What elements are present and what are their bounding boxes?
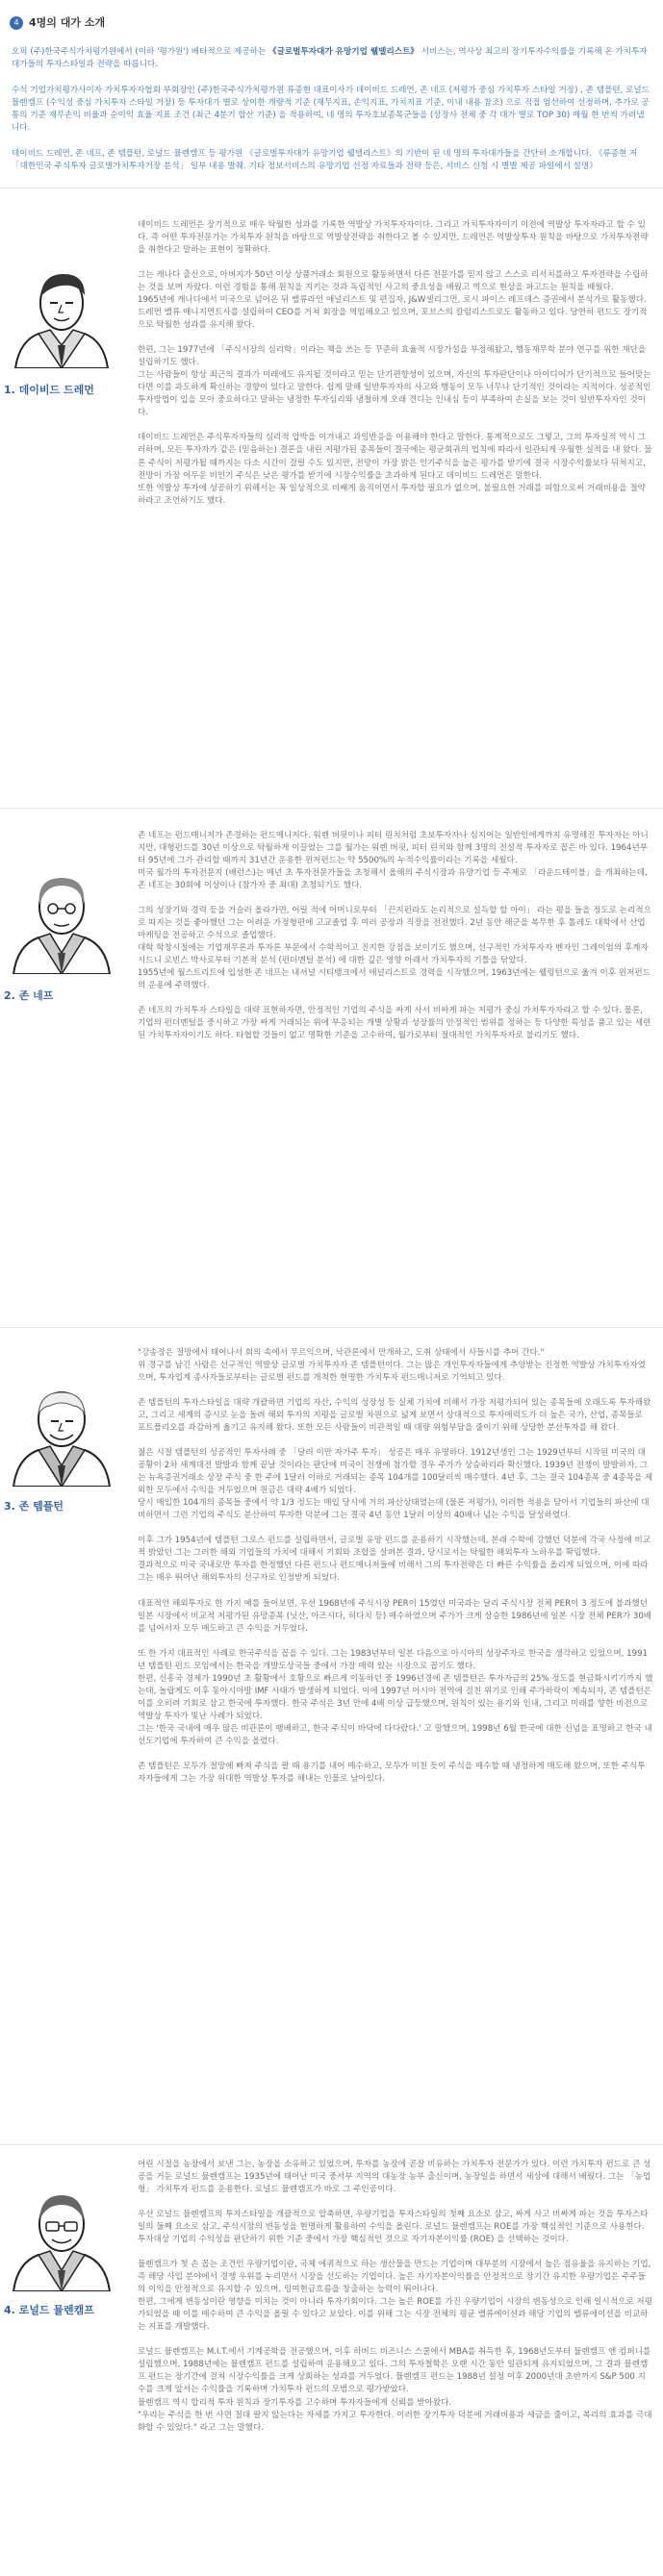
bio-paragraph: 존 템플턴의 투자스타일을 대략 개괄하면 기업의 자산, 수익의 성장성 등 실체 가치에 비해서 가장 저평가되어 있는 종목들에 오래도록 투자해왔고, 그리고 세계의 증시로 눈을 돌려 해외 투자의 지평을 글로벌 차원으로 넓게 보면서 상대적으로 투자매력도가 더 높은 국가, 산업, 종목들로 포트폴리오를 과감하게 옮기고 유지해 왔다. 또한 모든 사람들이 비관적일 때 대량 위험부담을 줄이기 위해 상당한 분산투자를 해 왔다. bbox=[138, 1397, 651, 1433]
portrait-neff-icon bbox=[10, 868, 114, 974]
intro-paragraph-3: 데이비드 드레먼, 존 네프, 존 템플턴, 로널드 뮬렌캠프 등 평가원 《글로벌투자대가 유망기업 웰델리스트》의 기반이 된 네 명의 투자대가들을 간단히 소개합니다. 《류종현 저 「대한민국 주식투자 글로벌가치투자거장 분석」 일부 내용 발췌. 기타 정보서비스의 유망기업 선정 자료들과 전략 등은, 서비스 신청 시 별별 제공 파일에서 설명》 bbox=[12, 149, 638, 172]
intro-paragraph-2: 수석 기업가치평가사이자 가치투자자협회 부회장인 (주)한국주식가치평가원 류종현 대표이사가 데이비드 드레먼, 존 네프 (저평가 중심 가치투자 스타일 거장) , 존 템플턴, 로널드 뮬렌캠프 (수익성 중심 가치투자 스타일 거장) 등 투자대가 별로 상이한 개량적 기준 (재무지표, 손익지표, 가치지표 기준, 이내 내용 참조) 으로 직접 엄선하여 선정하며, 추가로 공통의 기준 재무손익 비율과 순이익 효율 지표 조건 (최근 4분기 합산 기준) 을 적용하여, 네 명의 투자호보종목군들을 (상장사 전체 중 각 대가 별로 TOP 30) 매월 한 번씩 가려냅니다. bbox=[12, 86, 650, 134]
bio-paragraph: 그의 성장기와 경력 등을 거슬러 올라가면, 어릴 적에 어머니로부터 「끈지펀라도 논리적으로 설득할 할 아이」 라는 평을 들을 정도로 논리적으로 따지는 것을 좋아했던 그는 어려운 가정형편에 고교졸업 후 여러 공장과 직장을 전전했다. 2년 동안 해군을 복무한 후 톨레도 대학에서 산업마케팅을 전공하고 수석으로 졸업했다. 대학 학창시절에는 기업재무론과 투자론 부문에서 수학적이고 진지한 강점을 보이기도 했으며, 선구적인 가치투자자 벤자민 그레이엄의 후계자 시드니 로빈스 박사로부터 기본적 분석 (펀더멘털 분석) 에 대한 깊은 영향 아래서 가치투자의 기틀을 닦았다. 1955년에 월스트리트에 입성한 존 네프는 내셔널 시티뱅크에서 애널리스트로 경력을 시작했으며, 1963년에는 웰링턴으로 옮겨 이후 윈저펀드의 운용에 주력했다. bbox=[138, 905, 651, 991]
person-bio bbox=[130, 830, 663, 1327]
person-name: 1. 데이비드 드레먼 bbox=[4, 383, 94, 396]
bio-paragraph: 존 네프의 가치투자 스타일을 대략 표현하자면, 안정적인 기업의 주식을 싸게 사서 비싸게 파는 저평가 중심 가치투자자라고 할 수 있다. 물론, 기업의 펀더멘털을 중시하고 가장 싸게 거래되는 위에 부응되는 개별 상황과 성장률의 안정적인 범위를 정하는 등 다양한 특성을 품고 있는 세련된 가치투자자이기도 하다. 타협할 것들이 없고 명확한 기준을 고수하여, 월가로부터 절대적인 가치투자자로 불리기도 했다. bbox=[138, 1006, 651, 1041]
bio-paragraph: 우선 로널드 뮬렌캠프의 투자스타일을 개괄적으로 압축하면, 우량기업을 투자스타일의 첫째 요소로 삼고, 싸게 사고 비싸게 파는 것을 투자스타일의 둘째 요소로 삼고, 주식시장의 변동성을 현명하게 활용하여 수익을 올린다. 로널드 뮬렌캠프는 ROE를 가장 핵심적인 기준으로 사용한다. 투자대상 기업의 수익성을 판단하기 위한 기준 중에서 가장 핵심적인 것으로 자기자본이익률 (ROE) 을 선택하는 것이다. bbox=[138, 2209, 649, 2244]
person-bio bbox=[130, 2159, 663, 2477]
bio-paragraph: 젊은 시절 템플턴의 성공적인 투자사례 중 「달러 이만 자가주 투자」 성공은 매우 유명하다. 1912년생인 그는 1929년부터 시작된 미국의 대공황이 2차 세계대전 발발과 함께 끝날 것이라는 판단에 미국이 전쟁에 참가할 경우 주가가 상승하리라 확신했다. 1939년 전쟁이 발발하자, 그는 뉴욕증권거래소 상장 주식 중 한 주에 1달러 이하로 거래되는 종목 104개를 100달러씩 매수했다. 4년 후, 그는 결국 104종목 중 4종목을 제외한 모두에서 수익을 거두었으며 원금은 대략 4배가 되었다. 당시 매입한 104개의 종목들 중에서 약 1/3 정도는 매입 당시에 거의 파산상태였는데 (물론 저평가), 이러한 적용을 담아서 기업들의 파산에 대비하면서 그런 기업의 주식도 분산하여 투자한 덕분에 그는 결국 4년 동안 1달러 이상의 40배나 넘는 수익을 달성하였다. bbox=[138, 1447, 653, 1521]
portrait-templeton-icon bbox=[10, 1381, 114, 1487]
bio-paragraph: 또 한 가지 대표적인 사례로 한국주식을 꼽을 수 있다. 그는 1983년부터 일본 다음으로 아시아의 성장주자로 한국을 생각하고 있었으며, 1991년 템플턴 펀드 모임에서는 한국을 개발도상국들 중에서 가장 매력 있는 시장으로 꼽기도 했다. 한편, 신흥국 경제가 1990년 초 활황에서 호황으로 빠르게 이동하던 중 1996년경에 존 템플턴은 투자자금의 25% 정도를 현금화시키기까지 했는데, 놀랍게도 이후 동아시아발 IMF 사태가 발생하게 되었다. 이에 1997년 아시아 전역에 걸친 위기로 인해 주가하락이 계속되자, 존 템플턴은 이를 오히려 기회로 삼고 한국에 투자했다. 한국 주식은 3년 만에 4배 이상 급등했으며, 원칙이 있는 용기와 인내, 그리고 미래를 향한 비전으로 역발상 투자가 빛난 사례가 되었다. 그는 '한국 국내에 매우 많은 비관론이 팽배하고, 한국 주식이 바닥에 다다랐다.' 고 말했으며, 1998년 6월 한국에 대한 신념을 표명하고 한국 내 선도기업에 투자하여 큰 수익을 올렸다. bbox=[138, 1648, 653, 1747]
page-title: 4명의 대가 소개 bbox=[29, 15, 106, 29]
person-portrait-column bbox=[0, 219, 130, 808]
number-badge-icon: 4 bbox=[10, 16, 23, 30]
person-name: 4. 로널드 뮬렌캠프 bbox=[4, 2303, 94, 2316]
bio-paragraph: 로널드 뮬렌캠프는 M.I.T.에서 기계공학을 전공했으며, 이후 하버드 비즈니스 스쿨에서 MBA를 취득한 후, 1968년도부터 뮬렌캠프 앤 컴퍼니를 설립했으며, 1988년에는 뮬렌캠프 펀드를 설립하여 운용해오고 있다. 그의 투자철학은 오랜 시간 동안 일관되게 유지되었으며, 그 결과 뮬렌캠프 펀드는 장기간에 걸쳐 시장수익률을 크게 상회하는 성과를 거두었다. 뮬렌캠프 펀드는 1988년 설정 이후 2000년대 초반까지 S&P 500 지수를 크게 앞서는 수익률을 기록하며 가치투자 펀드의 모범으로 평가받았다. 뮬렌캠프 역시 합리적 투자 원칙과 장기투자를 고수하며 투자자들에게 신뢰를 받아왔다. "우리는 주식을 한 번 사면 절대 팔지 않는다는 자세를 가지고 투자한다. 이러한 장기투자 덕분에 거래비용과 세금을 줄이고, 복리의 효과를 극대화할 수 있었다." 라고 그는 말했다. bbox=[138, 2347, 652, 2433]
person-name: 3. 존 템플턴 bbox=[4, 1499, 64, 1513]
bio-paragraph: "강송장은 절망에서 태어나서 회의 속에서 무르익으며, 낙관론에서 만개하고, 도취 상태에서 사들시를 추어 간다." 위 경구를 남긴 사람은 선구적인 역발상 글로벌 가치투자자 존 템플턴이다. 그는 많은 개인투자자들에게 추앙받는 진정한 역발상 가치투자자였으며, 투자업계 종사자들로부터는 글로벌 펀드를 개척한 현명한 가치투자 펀드매니저로 기억되고 있다. bbox=[138, 1347, 646, 1383]
person-portrait-column bbox=[0, 1347, 130, 2144]
bio-paragraph: 어린 시절을 농장에서 보낸 그는, 농장을 소유하고 있었으며, 투자를 농장에 곧잘 비유하는 가치투자 전문가가 있다. 이런 가치투자 펀드로 큰 성공을 거둔 로널드 뮬렌캠프는 1935년에 태어난 미국 중서부 지역의 대농장 농부 출신이며, 농장일을 하면서 세상에 대해서 배웠다. 그는 「농업형」 가치투자 펀드를 운용한다. 로널드 뮬렌캠프가 바로 그 주인공이다. bbox=[138, 2159, 651, 2194]
intro bbox=[0, 35, 663, 174]
bio-paragraph: 존 네프는 펀드매니저가 존경하는 펀드매니저다. 워렌 버핏이나 피터 린치처럼 초보투자자나 심지어는 일반인에게까지 유명해진 투자자는 아니지만, 대형펀드를 30년 이상으로 탁월하게 이끌었는 그를 월가는 워렌 버핏, 피터 린치와 함께 3명의 전설적 투자자로 꼽은 바 있다. 1964년부터 95년에 그가 관리할 때까지 31년간 운용한 윈저펀드는 약 5500%의 누적수익률이라는 기록을 세웠다. 미국 월가의 투자전문지 (배런스)는 매년 초 투자전문가들을 초청해서 올해의 주식시장과 유망기업 등 주제로 「라운드테이블」을 개최하는데, 존 네프는 30회에 이상이나 (참가자 중 최대) 초청되기도 했다. bbox=[138, 830, 649, 890]
person-portrait-column bbox=[0, 830, 130, 1327]
bio-paragraph: 대표적인 해외투자로 한 가지 예를 들어보면, 우선 1968년에 주식시장 PER이 15였던 미국과는 달리 주식시장 전체 PER이 3 정도에 불과했던 일본 시장에서 비교적 저평가된 유망종목 (닛산, 아즈시다, 히다치 등) 매수하였으며 주가가 크게 상승한 1986년에 일본 시장 전체 PER가 30배를 넘어서자 모두 매도하고 큰 수익을 거두었다. bbox=[138, 1598, 652, 1634]
portrait-dreman-icon bbox=[10, 263, 114, 368]
bio-paragraph: 데이비드 드레먼은 장기적으로 매우 탁월한 성과를 기록한 역발상 가치투자자이다. 그리고 가치투자자이기 이전에 역발상 투자자라고 할 수 있다. 즉 어떤 투자전문가는 가치투자 원칙을 바탕으로 역발상전략을 취한다고 볼 수 있지만, 드레먼은 역발상투자 원칙을 바탕으로 가치투자전략을 취한다고 말하는 표현이 정확하다. bbox=[138, 219, 649, 255]
portrait-muhlenkamp-icon bbox=[10, 2186, 114, 2291]
bio-paragraph: 데이비드 드레먼은 주식투자자들의 심리적 압박을 이겨내고 과잉반응을 이용해야 한다고 말한다. 통계적으로도 그렇고, 그의 투자실적 역시 그러하며, 모든 투자자가 같은 (믿음하는) 결론을 내린 저평가된 종목들이 결국에는 평균회귀의 법칙에 따라서 일관되게 우월한 실적을 내 왔다. 물론 주식이 저평가될 때까지는 다소 시간이 걸릴 수도 있지만, 전망이 가장 밝은 인기주식을 높은 평가를 받기에 결국 시장수익률보다 뒤쳐지고, 전망이 가장 어두운 비인기 주식은 낮은 평가를 받기에 시장수익률을 초과하게 된다고 데이비드 드레먼은 말한다. 또한 역발상 투자에 성공하기 위해서는 꼭 일상적으로 비쌔게 움직이면서 투자할 필요가 없으며, 불필요한 거래를 피함으로써 거래비용을 절약하라고 조언하기도 했다. bbox=[138, 433, 652, 506]
service-name: 《글로벌투자대가 유망기업 웰델리스트》 bbox=[268, 47, 419, 57]
person-portrait-column bbox=[0, 2159, 130, 2477]
person-ronald-muhlenkamp bbox=[0, 2145, 663, 2477]
person-bio bbox=[130, 219, 663, 808]
bio-paragraph: 존 템플턴은 모두가 절망에 빠져 주식을 팔 때 용기를 내어 매수하고, 모두가 미친 듯이 주식을 매수할 때 냉정하게 매도해 왔으며, 또한 주식투자자들에게 그는 가장 위대한 역발상 투자를 해내는 인물로 남아있다. bbox=[138, 1762, 646, 1785]
bio-paragraph: 뮬렌캠프가 첫 손 꼽는 조건인 우량기업이란, 국제 에퀴적으로 하는 생산물을 만드는 기업이며 대부분의 시장에서 높은 점유율을 유지하는 기업, 즉 해당 사업 분야에서 경쟁 우위를 누리면서 시장을 선도하는 기업이다. 높은 자기자본이익률을 안정적으로 장기간 유지한 우량기업은 주주들의 이익을 안정적으로 유지할 수 있으며, 잉여현금흐름을 창출하는 능력이 뛰어나다. 한편, 그에게 변동성이란 영향을 미치는 것이 아니라 투자기회이다. 그는 높은 ROE를 가진 우량기업이 시장의 변동성으로 인해 일시적으로 저평가되었을 때 이를 매수하여 큰 수익을 올릴 수 있다고 보았다. 이를 위해 그는 시장 전체의 평균 밸류에이션과 해당 기업의 밸류에이션을 비교하는 지표를 개발했다. bbox=[138, 2259, 652, 2333]
person-david-dreman bbox=[0, 188, 663, 809]
section-header bbox=[0, 0, 663, 35]
bio-paragraph: 그는 캐나다 출신으로, 아버지가 50년 이상 상품거래소 회원으로 활동하면서 다른 전문가를 믿지 않고 스스로 리서치를하고 투자전략을 수립하는 것을 보며 자랐다. 이런 경험을 통해 원칙을 지키는 것과 독립적인 사고의 중요성을 배웠고 역으로 현상을 파고드는 원칙을 배웠다. 1965년에 캐나다에서 미국으로 넘어온 뒤 벨류라인 애널리스트 및 편집자, J&W셀리그먼, 로시 파이스 레프데스 증권에서 분석가로 활동했다. 드레먼 밸류 매니지먼트사를 설립하여 CEO를 거쳐 회장을 역임해오고 있으며, 포브스의 칼럼리스트로도 활동하고 있다. 당연히 펀드도 장기적으로 탁월한 성과를 유지해 왔다. bbox=[138, 269, 649, 330]
bio-paragraph: 이후 그가 1954년에 템플턴 그로스 펀드를 설립하면서, 글로벌 유망 펀드를 운용하기 시작했는데, 본래 수학에 강했던 덕분에 각국 사정에 비교적 밝았던 그는 그러한 해외 기업들의 가치에 대해서 기회와 조합을 살펴본 결과, 당시로서는 탁월한 해외투자 노하우를 확립했다. 결과적으로 미국 국내로만 투자를 한정했던 다른 펀드나 펀드매니저들에 비해서 그의 투자전략은 더 빠른 수익률을 올리게 되었으며, 이에 따라 그는 매우 뛰어난 해외투자의 선구자로 인정받게 되었다. bbox=[138, 1536, 651, 1584]
person-bio bbox=[130, 1347, 663, 2144]
person-john-neff bbox=[0, 809, 663, 1328]
person-name: 2. 존 네프 bbox=[4, 988, 54, 1002]
bio-paragraph: 한편, 그는 1977년에 「주식시장의 심리학」이라는 책을 쓰는 등 꾸준히 효율적 시장가설을 부정해왔고, 행동재무학 분야 연구를 위한 재단을 설립하기도 했다. 그는 사람들이 항상 최근의 결과가 미래에도 유지될 것이라고 믿는 단기편향성이 있으며, 자신의 투자판단이나 아이디어가 단기적으로 들어맞는다면 이를 과도하게 확신하는 경향이 있다고 말한다. 쉽게 말해 일반투자자의 사고와 행동이 모두 너무나 단기적인 것이라는 지적이다. 성공적인 투자방법이 입을 모아 중요하다고 말하는 냉정한 투자심리와 냉철하게 오래 견디는 인내심 등이 부족하여 손실을 보는 것이 일반투자자인 것이다. bbox=[138, 345, 651, 418]
person-john-templeton bbox=[0, 1328, 663, 2145]
intro-paragraph-1: 오픽 (주)한국주식가치평가원에서 (이하 '평가원') 배타적으로 제공하는 《글로벌투자대가 유망기업 웰델리스트》 서비스는, 역사상 최고의 장기투자수익률을 기록해 온 가치투자대가들의 투자스타일과 전략을 따릅니다. bbox=[12, 47, 648, 70]
